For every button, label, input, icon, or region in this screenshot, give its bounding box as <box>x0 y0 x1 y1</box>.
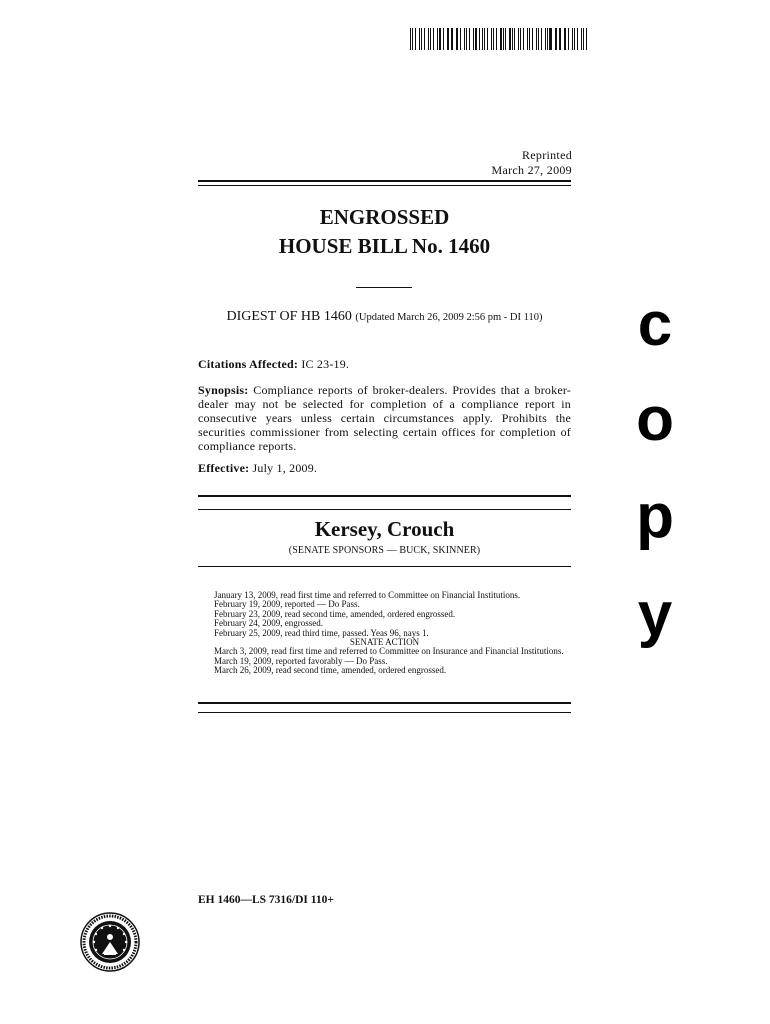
barcode-bar <box>451 28 452 50</box>
bill-title-line2: HOUSE BILL No. 1460 <box>278 234 491 258</box>
barcode-bar <box>572 28 573 50</box>
barcode <box>410 28 590 50</box>
barcode-bar <box>482 28 483 50</box>
effective-label: Effective: <box>198 461 250 475</box>
legislative-history <box>198 591 571 676</box>
barcode-bar <box>496 28 497 50</box>
state-seal-icon <box>80 912 140 972</box>
barcode-bar <box>541 28 542 50</box>
barcode-bar <box>457 28 458 50</box>
barcode-bar <box>448 28 449 50</box>
effective-value: July 1, 2009. <box>252 461 318 475</box>
history-entry: February 23, 2009, read second time, amended, ordered engrossed. <box>214 608 456 619</box>
bill-title-line1: ENGROSSED <box>319 205 450 229</box>
history-entry: March 19, 2009, reported favorably — Do Pass. <box>214 655 388 666</box>
barcode-bar <box>487 28 488 50</box>
barcode-bar <box>512 28 513 50</box>
barcode-bar <box>447 28 448 50</box>
barcode-bar <box>529 28 530 50</box>
synopsis-text: Compliance reports of broker-dealers. Provides that a broker-dealer may not be selected for completion of a compliance report in consecutive years unless certain circumstances apply. Prohibits the securities commissioner from selecting certain offices for completion of compliance reports. <box>198 383 572 453</box>
barcode-bar <box>466 28 467 50</box>
barcode-bar <box>491 28 492 50</box>
barcode-bar <box>523 28 524 50</box>
synopsis <box>198 383 571 453</box>
barcode-bar <box>433 28 434 50</box>
barcode-bar <box>469 28 470 50</box>
barcode-bar <box>415 28 416 50</box>
history-entry: March 26, 2009, read second time, amended, ordered engrossed. <box>214 665 447 676</box>
barcode-bar <box>503 28 504 50</box>
reprinted-block <box>491 148 572 178</box>
synopsis-label: Synopsis: <box>198 383 249 397</box>
bill-authors: Kersey, Crouch <box>314 517 455 541</box>
history-rule-thin <box>198 712 571 713</box>
history-entry: February 19, 2009, reported — Do Pass. <box>214 599 360 610</box>
barcode-bar <box>577 28 578 50</box>
history-entry: March 3, 2009, read first time and referred to Committee on Insurance and Financial Institutions. <box>214 646 564 657</box>
barcode-bar <box>456 28 457 50</box>
barcode-bar <box>514 28 515 50</box>
barcode-bar <box>475 28 476 50</box>
barcode-bar <box>412 28 413 50</box>
barcode-bar <box>536 28 537 50</box>
barcode-bar <box>500 28 502 50</box>
barcode-bar <box>443 28 444 50</box>
barcode-bar <box>555 28 556 50</box>
history-entry: January 13, 2009, read first time and referred to Committee on Financial Institutions. <box>214 590 521 600</box>
barcode-bar <box>581 28 582 50</box>
barcode-bar <box>532 28 533 50</box>
reprinted-label: Reprinted <box>521 148 572 162</box>
barcode-bar <box>421 28 422 50</box>
barcode-bar <box>583 28 584 50</box>
barcode-bar <box>410 28 411 50</box>
barcode-bar <box>460 28 461 50</box>
digest-rule-thick <box>198 495 571 497</box>
barcode-bar <box>419 28 420 50</box>
barcode-bar <box>439 28 441 50</box>
barcode-bar <box>430 28 431 50</box>
digest-rule-thin <box>198 509 571 510</box>
citations-value: IC 23-19. <box>301 357 350 371</box>
barcode-bar <box>424 28 425 50</box>
header-rule-thick <box>198 180 571 182</box>
history-entry: February 25, 2009, read third time, passed. Yeas 96, nays 1. <box>214 627 429 638</box>
barcode-bar <box>520 28 521 50</box>
reprinted-date: March 27, 2009 <box>491 163 572 177</box>
copy-watermark-c: c <box>637 290 673 359</box>
barcode-bar <box>564 28 565 50</box>
barcode-bar <box>479 28 480 50</box>
header-rule-thin <box>198 185 571 186</box>
barcode-bar <box>493 28 494 50</box>
sponsors-rule <box>198 566 571 567</box>
barcode-bar <box>556 28 557 50</box>
citations-label: Citations Affected: <box>198 357 299 371</box>
history-rule-thick <box>198 702 571 704</box>
barcode-bar <box>559 28 560 50</box>
barcode-bar <box>464 28 465 50</box>
copy-watermark-y: y <box>637 580 673 649</box>
senate-action-heading: SENATE ACTION <box>349 637 420 648</box>
barcode-bar <box>568 28 569 50</box>
barcode-bar <box>547 28 548 50</box>
title-separator <box>356 287 412 288</box>
barcode-bar <box>484 28 485 50</box>
document-code: EH 1460—LS 7316/DI 110+ <box>198 894 334 906</box>
barcode-bar <box>473 28 474 50</box>
barcode-bar <box>505 28 506 50</box>
citations-affected <box>198 357 571 371</box>
barcode-bar <box>565 28 566 50</box>
barcode-bar <box>428 28 429 50</box>
barcode-bar <box>527 28 528 50</box>
copy-watermark-o: o <box>636 385 674 454</box>
barcode-bar <box>549 28 551 50</box>
senate-sponsors: (SENATE SPONSORS — BUCK, SKINNER) <box>288 545 481 556</box>
digest-heading <box>198 309 571 325</box>
effective-date <box>198 461 571 475</box>
barcode-bar <box>509 28 510 50</box>
barcode-bar <box>518 28 519 50</box>
digest-updated: (Updated March 26, 2009 2:56 pm - DI 110) <box>355 312 543 323</box>
barcode-bar <box>574 28 575 50</box>
barcode-bar <box>586 28 587 50</box>
barcode-bar <box>538 28 539 50</box>
barcode-bar <box>545 28 546 50</box>
digest-label: DIGEST OF HB 1460 <box>226 309 352 324</box>
copy-watermark-p: p <box>636 482 674 551</box>
history-entry: February 24, 2009, engrossed. <box>214 618 323 629</box>
barcode-bar <box>437 28 438 50</box>
